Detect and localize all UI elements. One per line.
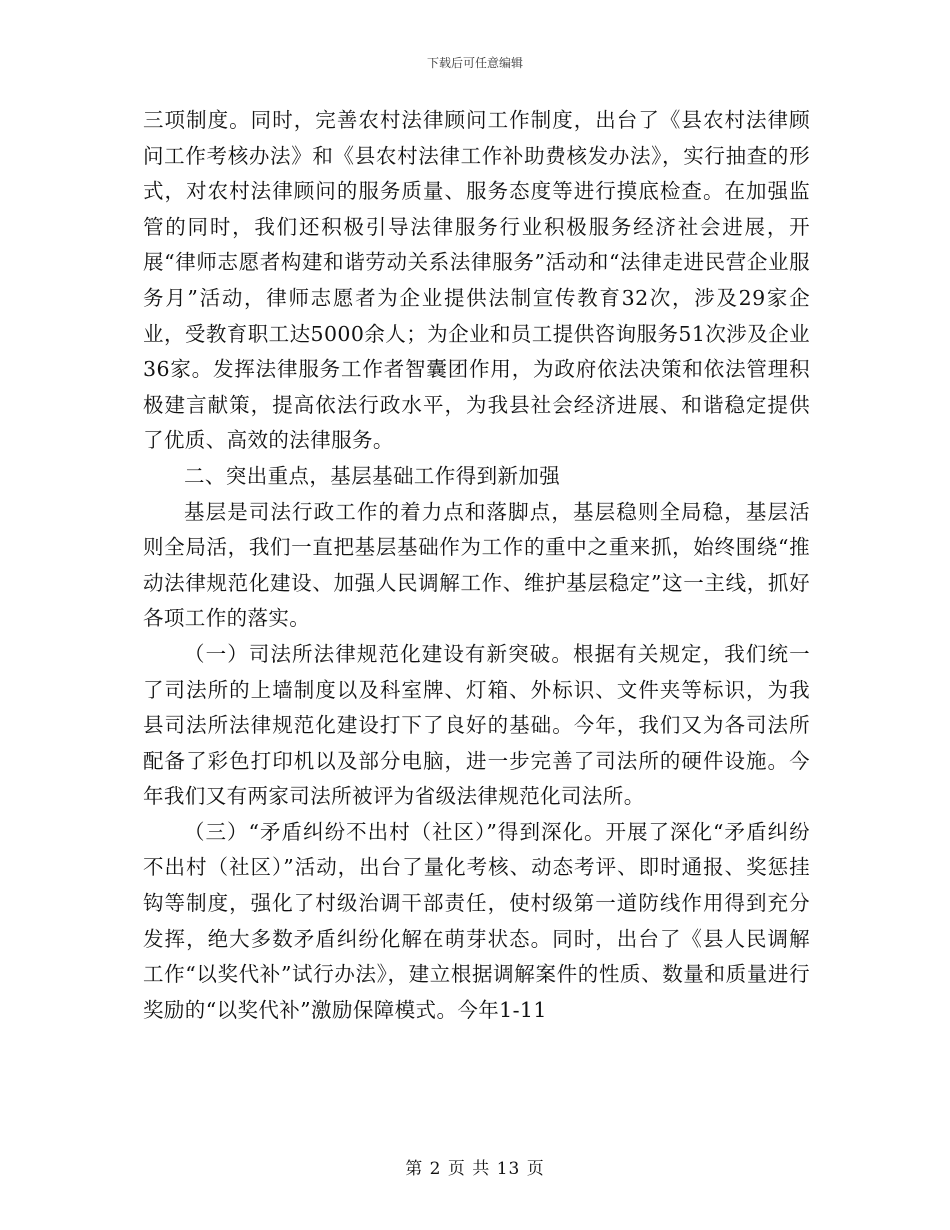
document-body [143,103,810,1028]
paragraph-5: （三）“矛盾纠纷不出村（社区）”得到深化。开展了深化“矛盾纠纷不出村（社区）”活动，出台了量化考核、动态考评、即时通报、奖惩挂钩等制度，强化了村级治调干部责任，使村级第一道防线作用得到充分发挥，绝大多数矛盾纠纷化解在萌芽状态。同时，出台了《县人民调解工作“以奖代补”试行办法》，建立根据调解案件的性质、数量和质量进行奖励的“以奖代补”激励保障模式。今年1-11 [143,819,810,1022]
section-heading-2: 二、突出重点，基层基础工作得到新加强 [184,463,561,488]
page-number: 第 2 页 共 13 页 [405,1159,545,1179]
paragraph-1: 三项制度。同时，完善农村法律顾问工作制度，出台了《县农村法律顾问工作考核办法》和《县农村法律工作补助费核发办法》，实行抽查的形式，对农村法律顾问的服务质量、服务态度等进行摸底检查。在加强监管的同时，我们还积极引导法律服务行业积极服务经济社会进展，开展“律师志愿者构建和谐劳动关系法律服务”活动和“法律走进民营企业服务月”活动，律师志愿者为企业提供法制宣传教育32次，涉及29家企业，受教育职工达5000余人；为企业和员工提供咨询服务51次涉及企业36家。发挥法律服务工作者智囊团作用，为政府依法决策和依法管理积极建言献策，提高依法行政水平，为我县社会经济进展、和谐稳定提供了优质、高效的法律服务。 [143,108,810,453]
paragraph-3: 基层是司法行政工作的着力点和落脚点，基层稳则全局稳，基层活则全局活，我们一直把基层基础作为工作的重中之重来抓，始终围绕“推动法律规范化建设、加强人民调解工作、维护基层稳定”这一主线，抓好各项工作的落实。 [143,499,810,631]
paragraph-4: （一）司法所法律规范化建设有新突破。根据有关规定，我们统一了司法所的上墙制度以及科室牌、灯箱、外标识、文件夹等标识，为我县司法所法律规范化建设打下了良好的基础。今年，我们又为各司法所配备了彩色打印机以及部分电脑，进一步完善了司法所的硬件设施。今年我们又有两家司法所被评为省级法律规范化司法所。 [143,641,810,809]
page-header: 下载后可任意编辑 [426,56,523,70]
